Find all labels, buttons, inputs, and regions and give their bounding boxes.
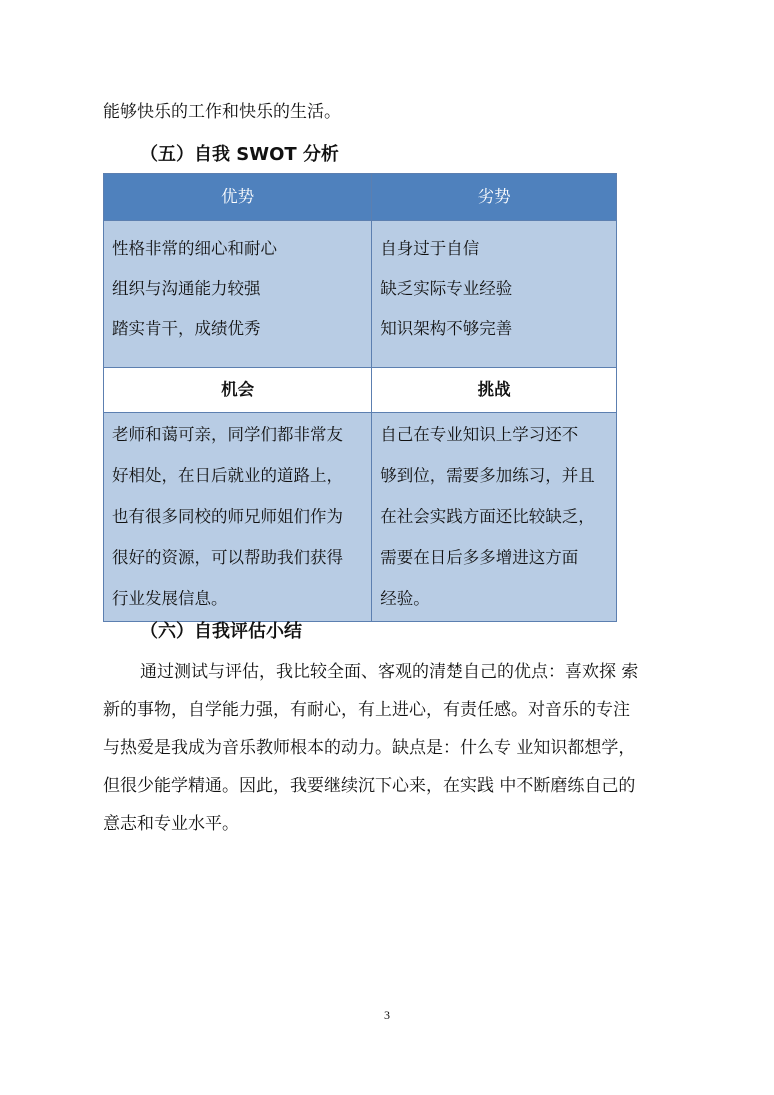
strengths-header: 优势	[104, 174, 372, 221]
section5-title: （五）自我 SWOT 分析	[140, 144, 339, 165]
weakness-line: 自身过于自信	[380, 239, 480, 258]
strength-line: 组织与沟通能力较强	[112, 279, 261, 298]
strength-line: 踏实肯干，成绩优秀	[112, 319, 261, 338]
strength-line: 性格非常的细心和耐心	[112, 239, 277, 258]
intro-line: 能够快乐的工作和快乐的生活。	[103, 102, 341, 122]
swot-body-row-1	[104, 221, 617, 368]
opportunity-line: 好相处，在日后就业的道路上，	[112, 466, 343, 485]
threats-cell	[372, 413, 617, 622]
opportunity-line: 很好的资源，可以帮助我们获得	[112, 548, 343, 567]
opportunities-cell	[104, 413, 372, 622]
paragraph-line: 但很少能学精通。因此，我要继续沉下心来，在实践 中不断磨练自己的	[103, 776, 636, 796]
paragraph-line: 与热爱是我成为音乐教师根本的动力。缺点是：什么专 业知识都想学，	[103, 738, 636, 758]
threats-header: 挑战	[372, 368, 617, 413]
opportunities-header: 机会	[104, 368, 372, 413]
opportunity-line: 行业发展信息。	[112, 589, 228, 608]
page-number: 3	[384, 1008, 390, 1022]
paragraph-line: 新的事物，自学能力强，有耐心，有上进心，有责任感。对音乐的专注	[103, 700, 630, 720]
weakness-line: 缺乏实际专业经验	[380, 279, 513, 298]
threat-line: 在社会实践方面还比较缺乏，	[380, 507, 595, 526]
opportunity-line: 也有很多同校的师兄师姐们作为	[112, 507, 343, 526]
threat-line: 自己在专业知识上学习还不	[380, 425, 579, 444]
swot-body-row-2	[104, 413, 617, 622]
threat-line: 需要在日后多多增进这方面	[380, 548, 579, 567]
opportunity-line: 老师和蔼可亲，同学们都非常友	[112, 425, 343, 444]
section6-title: （六）自我评估小结	[140, 621, 302, 642]
threat-line: 够到位，需要多加练习，并且	[380, 466, 595, 485]
weaknesses-cell	[372, 221, 617, 368]
swot-header-row-1	[104, 174, 617, 221]
swot-header-row-2	[104, 368, 617, 413]
threat-line: 经验。	[380, 589, 430, 608]
swot-table	[103, 173, 617, 622]
strengths-cell	[104, 221, 372, 368]
weaknesses-header: 劣势	[372, 174, 617, 221]
paragraph-line: 意志和专业水平。	[103, 814, 239, 834]
weakness-line: 知识架构不够完善	[380, 319, 513, 338]
paragraph-line: 通过测试与评估，我比较全面、客观的清楚自己的优点：喜欢探 索	[140, 662, 639, 682]
